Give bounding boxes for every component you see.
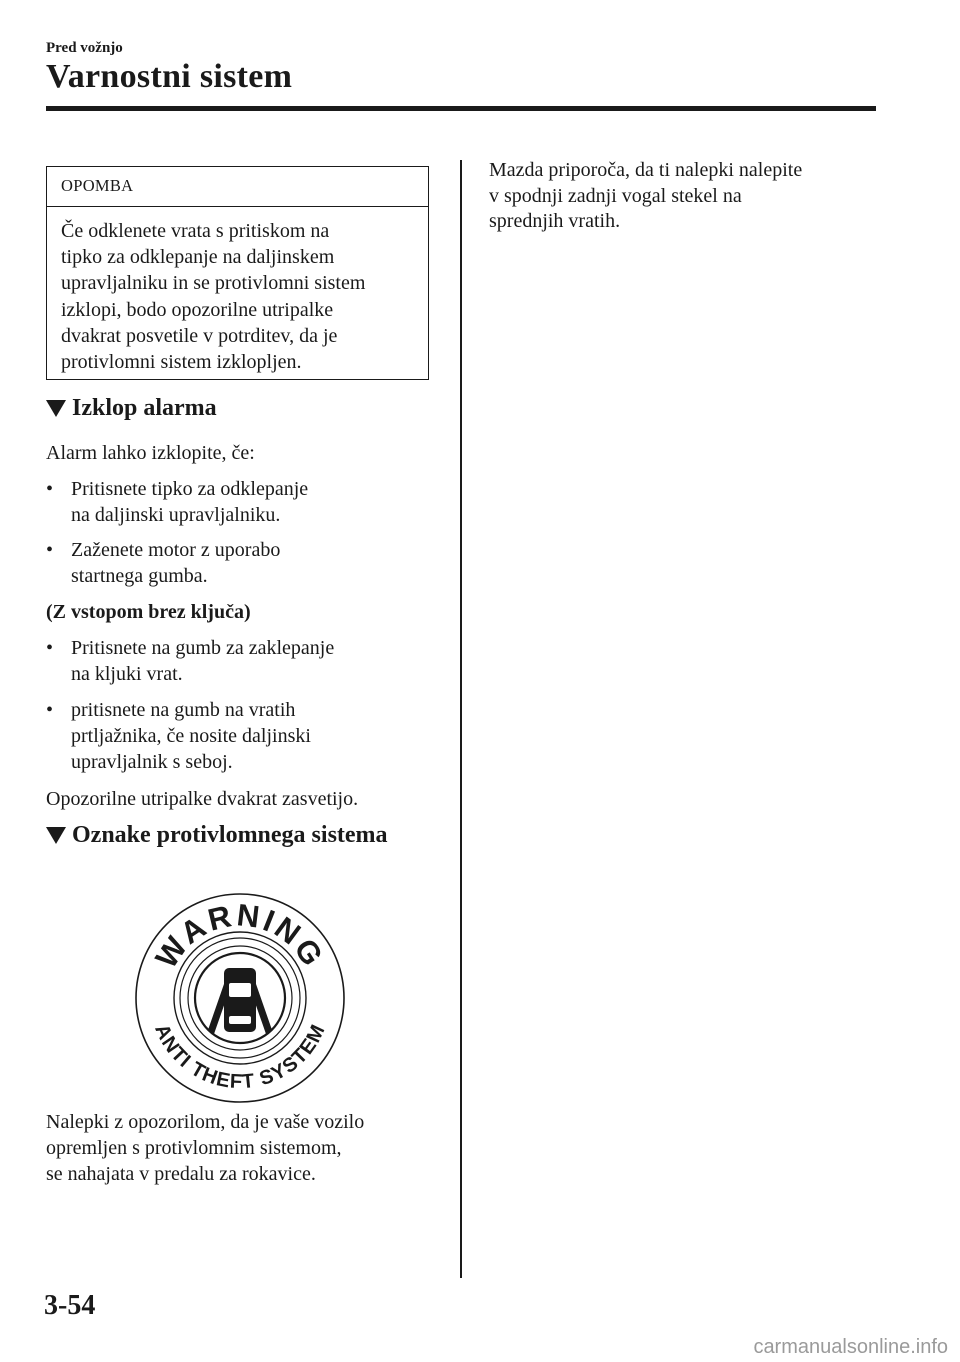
section-outro: Opozorilne utripalke dvakrat zasvetijo.: [46, 788, 359, 810]
note-line: upravljalniku in se protivlomni sistem: [61, 272, 366, 295]
badge-caption: [46, 1109, 364, 1187]
bullet-icon: •: [46, 699, 54, 721]
note-line: Če odklenete vrata s pritiskom na: [61, 220, 330, 242]
title-rule: [46, 106, 876, 111]
right-column-text: [489, 158, 889, 235]
bullet-icon: •: [46, 478, 54, 500]
list-item-line: Zaženete motor z uporabo: [71, 539, 281, 561]
list-item-line: Pritisnete na gumb za zaklepanje: [71, 637, 335, 659]
right-line: Mazda priporoča, da ti nalepki nalepite: [489, 159, 803, 181]
caption-line: Nalepki z opozorilom, da je vaše vozilo: [46, 1111, 365, 1133]
caption-line: opremljen s protivlomnim sistemom,: [46, 1137, 342, 1159]
section-heading-label: Oznake protivlomnega sistema: [72, 822, 388, 848]
badge-top-text: WARNING: [148, 897, 332, 975]
note-line: protivlomni sistem izklopljen.: [61, 351, 302, 374]
section-heading-anti-theft-labels: [46, 822, 388, 849]
breadcrumb: Pred vožnjo: [46, 40, 123, 56]
note-heading: OPOMBA: [47, 167, 428, 207]
section-intro: Alarm lahko izklopite, če:: [46, 442, 255, 464]
badge-bottom-text: ANTI THEFT SYSTEM: [150, 1020, 330, 1094]
triangle-down-icon: [46, 400, 66, 417]
caption-line: se nahajata v predalu za rokavice.: [46, 1163, 316, 1185]
list-item-line: upravljalnik s seboj.: [71, 751, 233, 773]
right-line: v spodnji zadnji vogal stekel na: [489, 184, 742, 207]
car-door-icon: [208, 968, 272, 1034]
list-item-line: na daljinski upravljalniku.: [71, 504, 281, 526]
watermark: carmanualsonline.info: [753, 1336, 948, 1358]
note-body: [47, 207, 428, 375]
triangle-down-icon: [46, 827, 66, 844]
anti-theft-warning-badge: [130, 888, 350, 1108]
list-item-line: pritisnete na gumb na vratih: [71, 699, 296, 721]
list-item-line: na kljuki vrat.: [71, 663, 183, 685]
section-heading-label: Izklop alarma: [72, 395, 217, 421]
bullet-icon: •: [46, 539, 54, 561]
list-item-line: Pritisnete tipko za odklepanje: [71, 478, 309, 500]
subheading-keyless: (Z vstopom brez ključa): [46, 601, 251, 623]
page-title: Varnostni sistem: [46, 58, 293, 95]
note-line: izklopi, bodo opozorilne utripalke: [61, 298, 334, 321]
right-line: sprednjih vratih.: [489, 210, 621, 232]
column-divider: [460, 160, 462, 1278]
note-line: dvakrat posvetile v potrditev, da je: [61, 324, 338, 347]
list-item-line: startnega gumba.: [71, 565, 208, 587]
section-heading-alarm-off: [46, 395, 217, 422]
list-item-line: prtljažnika, če nosite daljinski: [71, 725, 311, 747]
note-line: tipko za odklepanje na daljinskem: [61, 246, 335, 269]
bullet-icon: •: [46, 637, 54, 659]
note-box: [46, 166, 429, 380]
page-number: 3-54: [44, 1290, 96, 1321]
